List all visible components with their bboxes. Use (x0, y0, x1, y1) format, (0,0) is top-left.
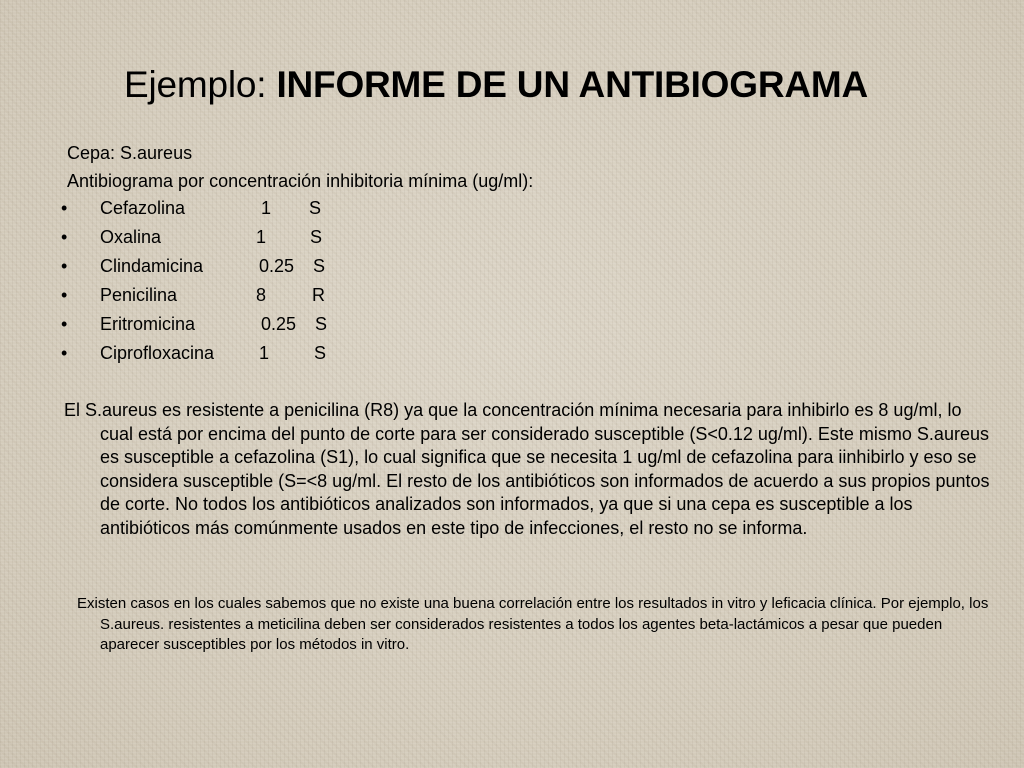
antibiotic-mic: 1 (256, 227, 267, 247)
antibiotic-name: Penicilina (100, 285, 178, 305)
antibiotic-row (0, 284, 1024, 313)
antibiotic-result: S (310, 227, 323, 247)
antibiotic-name: Oxalina (100, 227, 162, 247)
antibiotic-result: R (312, 285, 325, 305)
antibiotic-result: S (313, 256, 326, 276)
antibiotic-name: Eritromicina (100, 314, 196, 334)
bullet-icon: • (61, 343, 68, 363)
antibiotic-row (0, 197, 1024, 226)
strain-line: Cepa: S.aureus (67, 143, 193, 163)
antibiotic-name: Clindamicina (100, 256, 204, 276)
bullet-icon: • (61, 314, 68, 334)
antibiotic-mic: 8 (256, 285, 267, 305)
antibiotic-row (0, 342, 1024, 371)
antibiotic-result: S (314, 343, 327, 363)
antibiotic-name: Cefazolina (100, 198, 186, 218)
antibiotic-list (0, 197, 1024, 371)
antibiotic-row (0, 255, 1024, 284)
antibiotic-row (0, 313, 1024, 342)
antibiotic-mic: 1 (261, 198, 272, 218)
antibiotic-name: Ciprofloxacina (100, 343, 215, 363)
bullet-icon: • (61, 285, 68, 305)
method-line: Antibiograma por concentración inhibitoria mínima (ug/ml): (67, 171, 534, 191)
antibiotic-result: S (309, 198, 322, 218)
bullet-icon: • (61, 256, 68, 276)
slide-title (124, 62, 868, 108)
antibiotic-mic: 0.25 (259, 256, 295, 276)
antibiotic-mic: 1 (259, 343, 270, 363)
antibiotic-result: S (315, 314, 328, 334)
bullet-icon: • (61, 198, 68, 218)
antibiotic-mic: 0.25 (261, 314, 297, 334)
antibiotic-row (0, 226, 1024, 255)
bullet-icon: • (61, 227, 68, 247)
interpretation-paragraph: El S.aureus es resistente a penicilina (R8) ya que la concentración mínima necesaria para inhibirlo es 8 ug/ml, lo cual está por encima del punto de corte para ser considerado susceptible (S<0.12 ug/ml). Este mismo S.aureus es susceptible a cefazolina (S1), lo cual significa que se necesita 1 ug/ml de cefazolina para iinhibirlo y eso se considera susceptible (S=<8 ug/ml. El resto de los antibióticos son informados de acuerdo a sus propios puntos de corte. No todos los antibióticos analizados son informados, ya que si una cepa es susceptible a los antibióticos más comúnmente usados en este tipo de infecciones, el resto no se informa. (64, 400, 990, 538)
note-paragraph: Existen casos en los cuales sabemos que no existe una buena correlación entre los resultados in vitro y leficacia clínica. Por ejemplo, los S.aureus. resistentes a meticilina deben ser considerados resistentes a todos los agentes beta-lactámicos a pesar que pueden aparecer susceptibles por los métodos in vitro. (77, 595, 989, 653)
title-prefix: Ejemplo: (124, 64, 277, 105)
title-main: INFORME DE UN ANTIBIOGRAMA (276, 64, 869, 105)
